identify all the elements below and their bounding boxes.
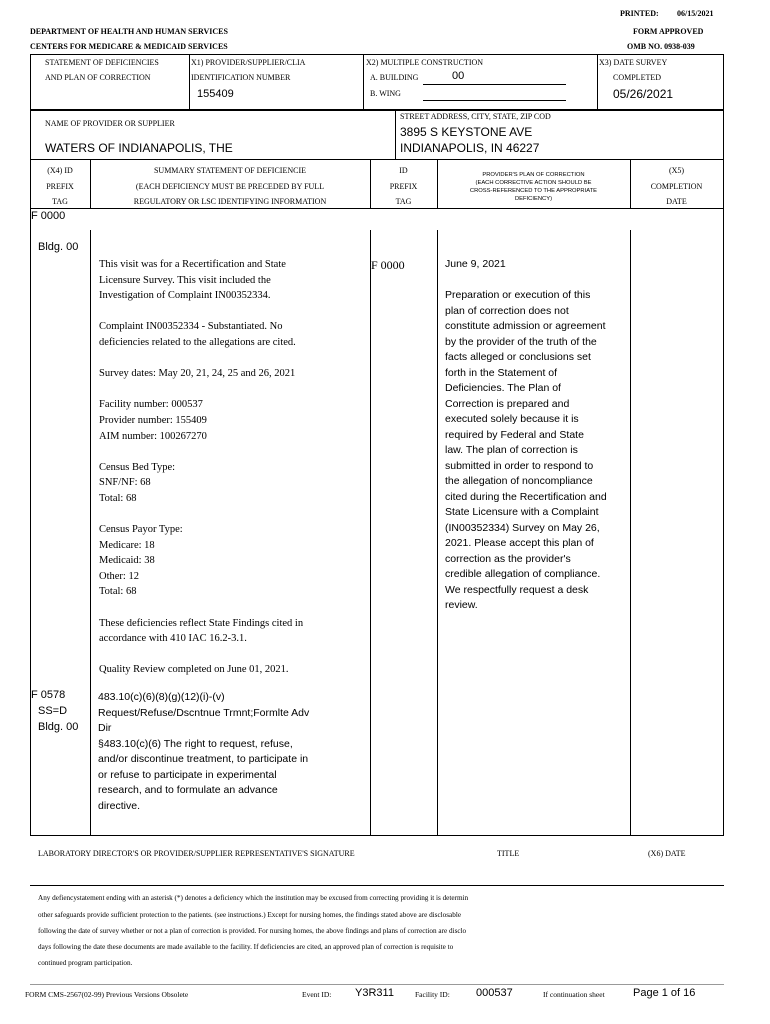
id-header-2: PREFIX — [389, 182, 418, 191]
tag-f0000: F 0000 — [31, 210, 66, 222]
id-tag-f0000: F 0000 — [371, 258, 405, 272]
page-number: Page 1 of 16 — [633, 987, 696, 999]
form-number: FORM CMS-2567(02-99) Previous Versions Obsolete — [25, 990, 189, 999]
title-label: TITLE — [497, 849, 520, 858]
statement-label-1: STATEMENT OF DEFICIENCIES — [45, 58, 159, 67]
tag-bldg-00: Bldg. 00 — [38, 241, 79, 253]
tag-f0578: F 0578 — [31, 689, 66, 701]
continuation-label: If continuation sheet — [543, 990, 605, 999]
x1-label: X1) PROVIDER/SUPPLIER/CLIA — [191, 58, 306, 67]
facility-id-value: 000537 — [476, 987, 513, 999]
x2-label: X2) MULTIPLE CONSTRUCTION — [366, 58, 484, 67]
id-header-3: TAG — [395, 197, 412, 206]
x4-header-2: PREFIX — [46, 182, 74, 191]
event-id-label: Event ID: — [302, 990, 332, 999]
printed-date: 06/15/2021 — [677, 9, 714, 18]
department-name: DEPARTMENT OF HEALTH AND HUMAN SERVICES — [30, 27, 228, 36]
disclaimer-line-5: continued program participation. — [38, 959, 133, 967]
x4-header-1: (X4) ID — [47, 166, 73, 175]
summary-header-3: REGULATORY OR LSC IDENTIFYING INFORMATION — [133, 197, 327, 206]
x3-sublabel: COMPLETED — [613, 73, 661, 82]
tag-bldg-00-2: Bldg. 00 — [38, 721, 79, 733]
disclaimer-line-3: following the date of survey whether or not a plan of correction is provided. For nursing homes, the above findings and plans of correction are disclo — [38, 927, 467, 935]
signature-label: LABORATORY DIRECTOR'S OR PROVIDER/SUPPLIER REPRESENTATIVE'S SIGNATURE — [38, 849, 355, 858]
x3-label: X3) DATE SURVEY — [599, 58, 668, 67]
plan-header-3: CROSS-REFERENCED TO THE APPROPRIATE — [469, 188, 598, 194]
wing-label: B. WING — [370, 89, 401, 98]
x1-sublabel: IDENTIFICATION NUMBER — [191, 73, 291, 82]
x5-header-1: (X5) — [668, 166, 685, 175]
plan-header-1: PROVIDER'S PLAN OF CORRECTION — [482, 172, 585, 178]
facility-id-label: Facility ID: — [415, 990, 450, 999]
tag-ssd: SS=D — [38, 705, 68, 717]
form-approved: FORM APPROVED — [633, 27, 704, 36]
summary-header-2: (EACH DEFICIENCY MUST BE PRECEDED BY FULL — [135, 182, 325, 191]
x6-date-label: (X6) DATE — [648, 849, 686, 858]
summary-statement-text: This visit was for a Recertification and State Licensure Survey. This visit included the Investigation of Complaint IN00352334. Complaint IN00352334 - Substantiated. No deficiencies related to the allegations are cited. Survey dates: May 20, 21, 24, 25 and 26, 2021 Facility number: 000537 Provider number: 155409 AIM number: 100267270 Census Bed Type: SNF/NF: 68 Total: 68 Census Payor Type: Medicare: 18 Medicaid: 38 Other: 12 Total: 68 These deficiencies reflect State Findings cited in accordance with 410 IAC 16.2-3.1. Quality Review completed on June 01, 2021. — [99, 259, 304, 676]
x5-header-3: DATE — [666, 197, 687, 206]
id-header-1: ID — [399, 166, 408, 175]
f578-regulation-text: 483.10(c)(6)(8)(g)(12)(i)-(v) Request/Refuse/Dscntnue Trmnt;Formlte Adv Dir §483.10(c)(6) The right to request, refuse, and/or discontinue treatment, to participate in or refuse to participate in experimental research, and to formulate an advance directive. — [98, 691, 310, 812]
omb-number: OMB NO. 0938-039 — [627, 42, 695, 51]
x5-header-2: COMPLETION — [650, 182, 703, 191]
survey-completed-date: 05/26/2021 — [613, 87, 674, 101]
plan-of-correction-text: Preparation or execution of this plan of correction does not constitute admission or agreement by the provider of the truth of the facts alleged or conclusions set forth in the Statement of Deficiencies. The Plan of Correction is prepared and executed solely because it is required by Federal and State law. The plan of correction is submitted in order to respond to the allegation of noncompliance cited during the Recertification and State Licensure with a Complaint (IN00352334) Survey on May 26, 2021. Please accept this plan of correction as the provider's credible allegation of compliance. We respectfully request a desk review. — [445, 289, 607, 611]
x4-header-3: TAG — [52, 197, 68, 206]
summary-header-1: SUMMARY STATEMENT OF DEFICIENCIE — [153, 166, 307, 175]
building-label: A. BUILDING — [370, 73, 419, 82]
plan-header-4: DEFICIENCY) — [514, 196, 553, 202]
disclaimer-line-1: Any defiencystatement ending with an asterisk (*) denotes a deficiency which the institution may be excused from correcting providing it is determin — [38, 894, 469, 902]
plan-date: June 9, 2021 — [445, 258, 506, 270]
provider-id-number: 155409 — [197, 88, 234, 100]
address-city: INDIANAPOLIS, IN 46227 — [400, 141, 540, 155]
centers-name: CENTERS FOR MEDICARE & MEDICAID SERVICES — [30, 42, 228, 51]
provider-name: WATERS OF INDIANAPOLIS, THE — [45, 141, 233, 155]
provider-name-label: NAME OF PROVIDER OR SUPPLIER — [45, 119, 175, 128]
printed-label: PRINTED: — [620, 9, 659, 18]
statement-label-2: AND PLAN OF CORRECTION — [45, 73, 151, 82]
event-id-value: Y3R311 — [355, 987, 394, 999]
address-street: 3895 S KEYSTONE AVE — [400, 125, 533, 139]
plan-header-2: (EACH CORRECTIVE ACTION SHOULD BE — [475, 180, 592, 186]
disclaimer-line-2: other safeguards provide sufficient protection to the patients. (see instructions.) Except for nursing homes, the findings stated above are disclosable — [38, 911, 462, 919]
disclaimer-line-4: days following the date these documents are made available to the facility. If deficiencies are cited, an approved plan of correction is requisite to — [38, 943, 454, 951]
address-label: STREET ADDRESS, CITY, STATE, ZIP COD — [400, 112, 551, 121]
building-value: 00 — [452, 70, 465, 82]
